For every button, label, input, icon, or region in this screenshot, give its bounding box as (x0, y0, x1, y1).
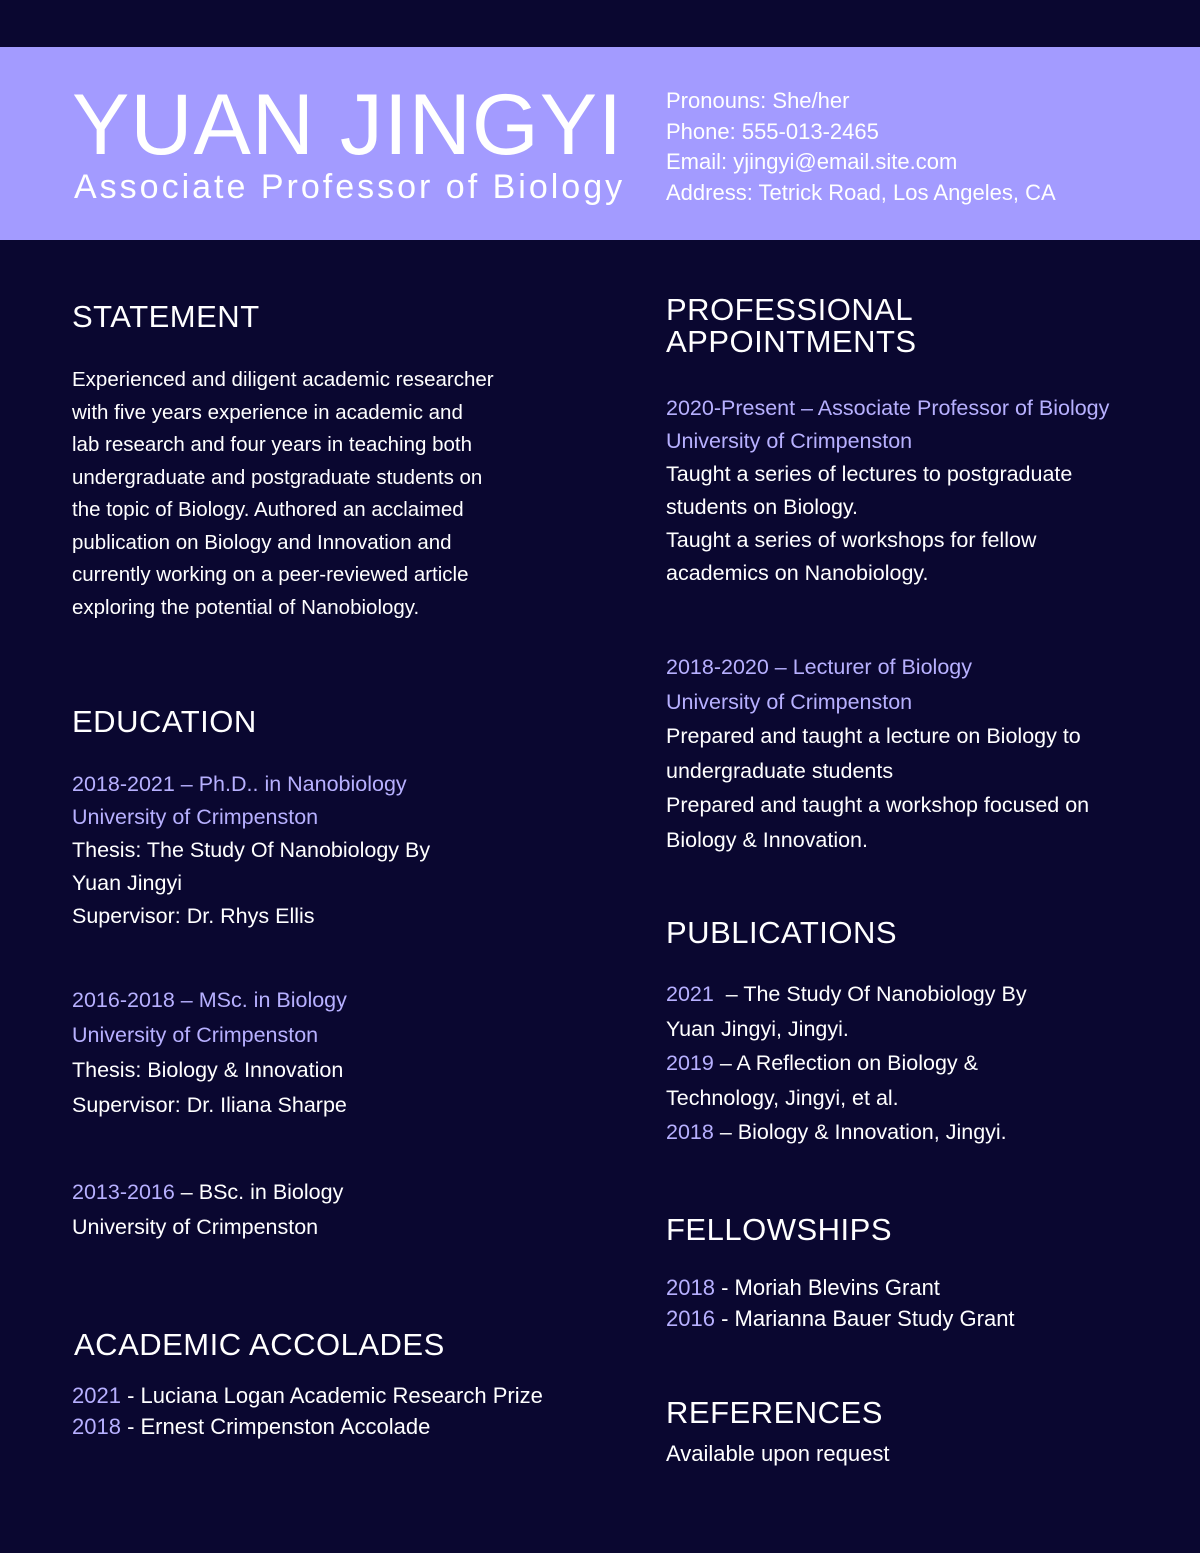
entry-title (72, 1175, 572, 1210)
accolade-item (72, 1412, 594, 1443)
accolade-year: 2018 (72, 1413, 121, 1439)
fellowship-item (666, 1273, 1146, 1304)
publication-year: 2018 (666, 1120, 714, 1144)
entry-title: 2016-2018 – MSc. in Biology (72, 988, 347, 1012)
statement-line: the topic of Biology. Authored an acclaimed (72, 498, 464, 521)
fellowship-year: 2018 (666, 1275, 715, 1300)
publication-item-cont: Technology, Jingyi, et al. (666, 1085, 899, 1110)
fellowships-section (666, 1213, 1146, 1334)
accolade-year: 2021 (72, 1383, 121, 1408)
candidate-title: Associate Professor of Biology (74, 168, 626, 206)
statement-section (72, 300, 542, 624)
accolade-item (72, 1381, 594, 1412)
appointment-entry (666, 650, 1146, 858)
candidate-name: YUAN JINGYI (72, 77, 623, 173)
contact-info (666, 86, 1056, 208)
education-entry (72, 768, 572, 933)
references-text: Available upon request (666, 1441, 890, 1466)
entry-detail: Prepared and taught a lecture on Biology to (666, 724, 1081, 749)
entry-detail: students on Biology. (666, 495, 859, 519)
education-section (72, 705, 572, 1245)
appointments-section (666, 294, 1146, 858)
publication-item-cont: Yuan Jingyi, Jingyi. (666, 1016, 849, 1041)
appointment-entry (666, 392, 1146, 590)
entry-years: 2013-2016 (72, 1180, 175, 1204)
publication-item (666, 1046, 1146, 1081)
entry-title: 2018-2021 – Ph.D.. in Nanobiology (72, 772, 407, 796)
publication-text: – Biology & Innovation, Jingyi. (713, 1120, 1007, 1144)
statement-line: lab research and four years in teaching both (72, 433, 473, 456)
statement-line: with five years experience in academic and (72, 400, 463, 424)
publication-item (666, 1115, 1146, 1150)
statement-line: publication on Biology and Innovation and (72, 530, 452, 554)
section-heading (666, 294, 1146, 358)
statement-line: undergraduate and postgraduate students on (72, 465, 483, 489)
entry-title: 2018-2020 – Lecturer of Biology (666, 655, 972, 679)
publication-year: 2021 (666, 982, 714, 1006)
references-section (666, 1396, 1146, 1470)
fellowship-year: 2016 (666, 1305, 715, 1331)
section-heading: FELLOWSHIPS (666, 1212, 892, 1247)
entry-detail: Thesis: The Study Of Nanobiology By (72, 838, 431, 862)
entry-detail: academics on Nanobiology. (666, 561, 929, 585)
entry-detail: Supervisor: Dr. Iliana Sharpe (72, 1093, 347, 1117)
heading-line: PROFESSIONAL (666, 292, 914, 327)
entry-detail: undergraduate students (666, 758, 894, 783)
entry-detail: Thesis: Biology & Innovation (72, 1058, 344, 1082)
accolades-section (74, 1328, 594, 1442)
entry-institution: University of Crimpenston (666, 689, 913, 714)
contact-pronouns: Pronouns: She/her (666, 88, 850, 113)
fellowship-item (666, 1304, 1146, 1335)
entry-institution: University of Crimpenston (72, 1215, 319, 1239)
publication-text: – The Study Of Nanobiology By (713, 982, 1027, 1006)
statement-text (72, 364, 542, 624)
publication-list (666, 977, 1146, 1150)
entry-institution: University of Crimpenston (72, 805, 319, 829)
section-heading: STATEMENT (72, 299, 260, 334)
publications-section (666, 916, 1146, 1150)
entry-detail: Prepared and taught a workshop focused on (666, 793, 1090, 818)
publication-year: 2019 (666, 1051, 714, 1075)
education-entry (72, 983, 572, 1123)
section-heading: PUBLICATIONS (666, 915, 898, 950)
fellowship-name: - Moriah Blevins Grant (714, 1275, 940, 1300)
statement-line: Experienced and diligent academic researcher (72, 368, 494, 391)
publication-text: – A Reflection on Biology & (713, 1051, 978, 1075)
contact-address: Address: Tetrick Road, Los Angeles, CA (666, 179, 1056, 205)
entry-detail: Supervisor: Dr. Rhys Ellis (72, 904, 315, 928)
entry-institution: University of Crimpenston (72, 1023, 319, 1047)
entry-degree: – BSc. in Biology (174, 1180, 344, 1204)
entry-institution: University of Crimpenston (666, 429, 913, 453)
contact-phone: Phone: 555-013-2465 (666, 118, 879, 144)
entry-title: 2020-Present – Associate Professor of Biology (666, 396, 1110, 420)
education-entry (72, 1175, 572, 1245)
section-heading: REFERENCES (666, 1395, 883, 1430)
statement-line: currently working on a peer-reviewed article (72, 563, 469, 586)
entry-detail: Biology & Innovation. (666, 827, 868, 852)
entry-detail: Taught a series of lectures to postgraduate (666, 462, 1073, 486)
entry-detail: Taught a series of workshops for fellow (666, 528, 1037, 552)
publication-item (666, 977, 1146, 1012)
statement-line: exploring the potential of Nanobiology. (72, 595, 420, 619)
heading-line: APPOINTMENTS (666, 324, 917, 359)
contact-email: Email: yjingyi@email.site.com (666, 149, 958, 174)
entry-detail: Yuan Jingyi (72, 871, 182, 895)
accolade-name: - Ernest Crimpenston Accolade (120, 1413, 431, 1439)
section-heading: ACADEMIC ACCOLADES (74, 1327, 445, 1362)
section-heading: EDUCATION (72, 704, 257, 739)
accolade-name: - Luciana Logan Academic Research Prize (120, 1383, 543, 1408)
fellowship-name: - Marianna Bauer Study Grant (714, 1305, 1015, 1331)
